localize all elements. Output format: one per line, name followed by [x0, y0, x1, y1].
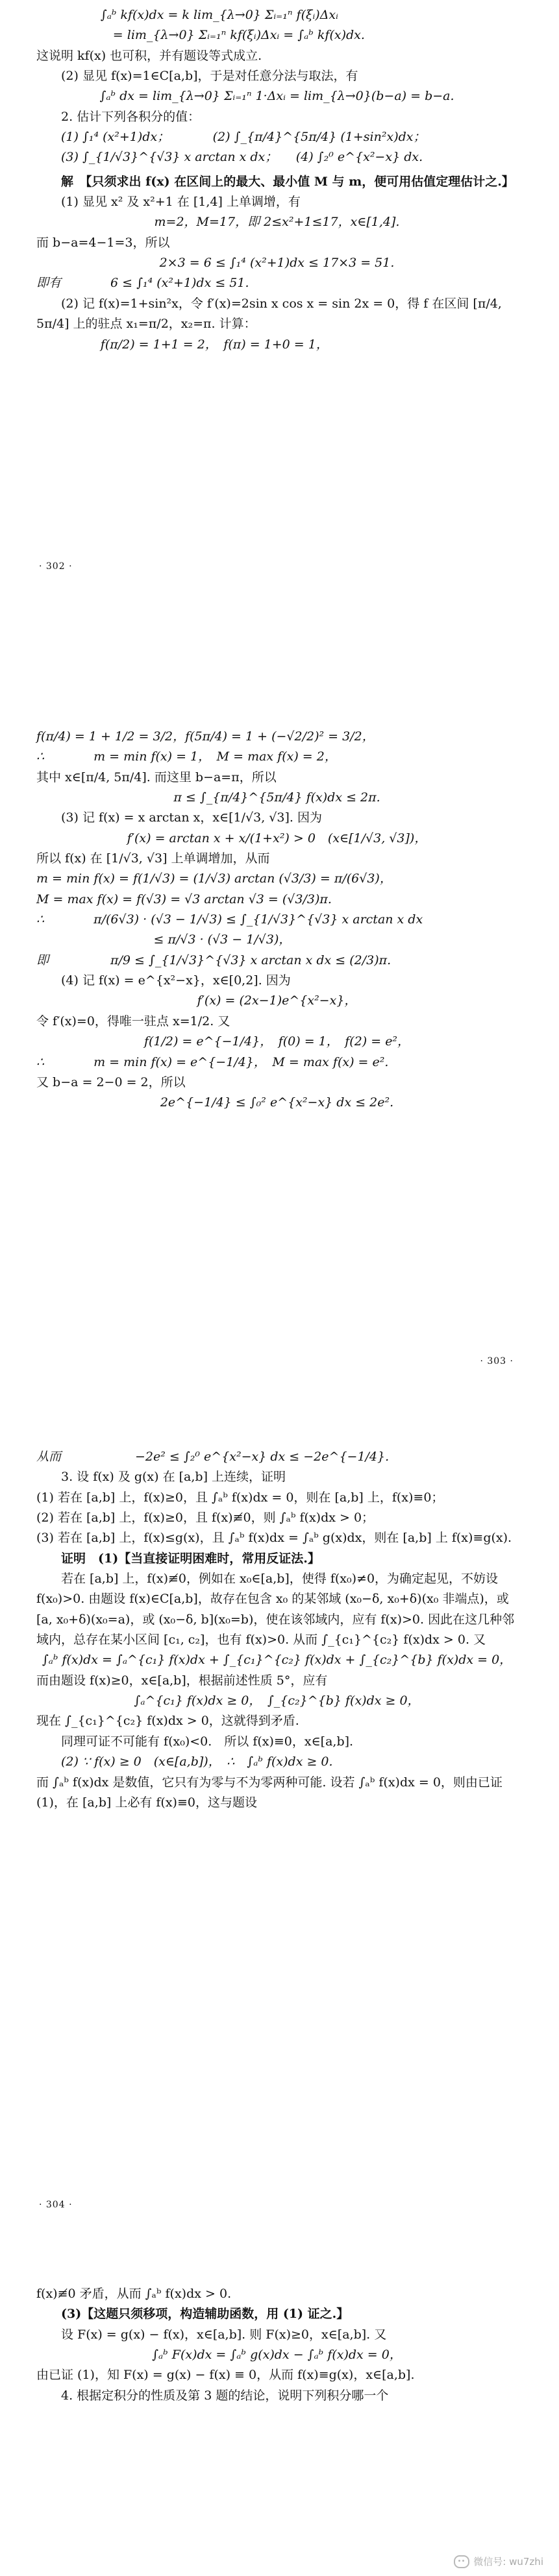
equation-line: m=2，M=17，即 2≤x²+1≤17，x∈[1,4].	[154, 215, 400, 230]
text-line: (4) 记 f(x) = e^{x²−x}，x∈[0,2]. 因为	[61, 973, 291, 988]
equation-line: 从而 −2e² ≤ ∫₂⁰ e^{x²−x} dx ≤ −2e^{−1/4}.	[36, 1450, 390, 1464]
text-line: 令 f′(x)=0，得唯一驻点 x=1/2. 又	[36, 1014, 230, 1028]
exercise-item: (2) 若在 [a,b] 上，f(x)≥0，且 f(x)≢0，则 ∫ₐᵇ f(x)dx > 0；	[36, 1511, 375, 1525]
solution-hint: 解 【只须求出 f(x) 在区间上的最大、最小值 M 与 m，便可用估值定理估计之.】	[61, 174, 514, 189]
wechat-icon	[454, 2555, 469, 2568]
watermark	[454, 2555, 543, 2568]
text-line: 而 b−a=4−1=3，所以	[36, 235, 170, 250]
equation-line: ∫ₐᵇ F(x)dx = ∫ₐᵇ g(x)dx − ∫ₐᵇ f(x)dx = 0，	[152, 2348, 402, 2363]
equation-line: f(π/2) = 1+1 = 2， f(π) = 1+0 = 1，	[100, 337, 329, 352]
equation-line: ∫ₐᵇ dx = lim_{λ→0} Σᵢ₌₁ⁿ 1·Δxᵢ = lim_{λ→0}(b−a) = b−a.	[99, 89, 454, 104]
equation-line: 即 π/9 ≤ ∫_{1/√3}^{√3} x arctan x dx ≤ (2/3)π.	[36, 953, 391, 967]
text-line: 设 F(x) = g(x) − f(x)，x∈[a,b]. 则 F(x)≥0，x∈[a,b]. 又	[61, 2327, 387, 2342]
equation-line: ≤ π/√3 · (√3 − 1/√3)，	[153, 932, 292, 947]
text-line: 同理可证不可能有 f(x₀)<0. 所以 f(x)≡0，x∈[a,b].	[61, 1734, 354, 1749]
text-line: (1) 显见 x² 及 x²+1 在 [1,4] 上单调增，有	[61, 195, 301, 210]
page-304	[0, 1447, 559, 2226]
text-line: (2) 显见 f(x)=1∈C[a,b]，于是对任意分法与取法，有	[61, 69, 358, 84]
equation-line: f′(x) = (2x−1)e^{x²−x}，	[197, 993, 357, 1008]
text-line: 所以 f(x) 在 [1/√3, √3] 上单调增加，从而	[36, 851, 270, 866]
text-line: 而由题设 f(x)≥0，x∈[a,b]，根据前述性质 5°，应有	[36, 1673, 328, 1688]
equation-line: π ≤ ∫_{π/4}^{5π/4} f(x)dx ≤ 2π.	[173, 790, 380, 805]
equation-line: ∴ m = min f(x) = 1， M = max f(x) = 2，	[36, 749, 337, 764]
exercise-item: (1) 若在 [a,b] 上，f(x)≥0，且 ∫ₐᵇ f(x)dx = 0，则在 [a,b] 上，f(x)≡0；	[36, 1490, 444, 1505]
exercise-item: (1) ∫₁⁴ (x²+1)dx； (2) ∫_{π/4}^{5π/4} (1+sin²x)dx；	[61, 130, 426, 145]
equation-line: 2×3 = 6 ≤ ∫₁⁴ (x²+1)dx ≤ 17×3 = 51.	[159, 256, 395, 271]
page-302	[0, 0, 559, 587]
equation-line: ∫ₐᵇ kf(x)dx = k lim_{λ→0} Σᵢ₌₁ⁿ f(ξᵢ)Δxᵢ	[100, 8, 338, 22]
watermark-text: 微信号: wu7zhi	[473, 2556, 543, 2568]
exercise-item: (3) ∫_{1/√3}^{√3} x arctan x dx； (4) ∫₂⁰ e^{x²−x} dx.	[61, 150, 423, 165]
equation-line: 即有 6 ≤ ∫₁⁴ (x²+1)dx ≤ 51.	[36, 276, 249, 291]
text-line: (3) 记 f(x) = x arctan x，x∈[1/√3, √3]. 因为	[61, 810, 322, 825]
proof-heading: (3)【这题只须移项，构造辅助函数，用 (1) 证之.】	[61, 2307, 349, 2322]
text-line: 现在 ∫_{c₁}^{c₂} f(x)dx > 0，这就得到矛盾.	[36, 1714, 299, 1729]
page-number: · 304 ·	[39, 2199, 73, 2210]
text-line: 这说明 kf(x) 也可积，并有题设等式成立.	[36, 48, 262, 63]
equation-line: f′(x) = arctan x + x/(1+x²) > 0 (x∈[1/√3, √3])，	[127, 831, 427, 845]
page-number: · 302 ·	[39, 561, 73, 572]
equation-line: ∫ₐ^{c₁} f(x)dx ≥ 0， ∫_{c₂}^{b} f(x)dx ≥ 0，	[134, 1694, 420, 1708]
text-line: 又 b−a = 2−0 = 2，所以	[36, 1075, 186, 1089]
page-number: · 303 ·	[480, 1355, 514, 1367]
proof-paragraph: 而 ∫ₐᵇ f(x)dx 是数值，它只有为零与不为零两种可能. 设若 ∫ₐᵇ f(x)dx = 0，则由已证 (1)，在 [a,b] 上必有 f(x)≡0，这与题设	[36, 1775, 503, 1810]
exercise-heading: 4. 根据定积分的性质及第 3 题的结论，说明下列积分哪一个	[61, 2388, 389, 2403]
exercise-heading: 3. 设 f(x) 及 g(x) 在 [a,b] 上连续，证明	[61, 1470, 286, 1485]
text-line: (2) 记 f(x)=1+sin²x，令 f′(x)=2sin x cos x = sin 2x = 0，得 f 在区间 [π/4, 5π/4] 上的驻点 x₁=π/2，x₂=π. 计算：	[36, 296, 502, 332]
equation-line: ∫ₐᵇ f(x)dx = ∫ₐ^{c₁} f(x)dx + ∫_{c₁}^{c₂} f(x)dx + ∫_{c₂}^{b} f(x)dx = 0，	[42, 1653, 512, 1668]
page-303	[0, 727, 559, 1382]
text-line: 由已证 (1)，知 F(x) = g(x) − f(x) ≡ 0，从而 f(x)≡g(x)，x∈[a,b].	[36, 2368, 415, 2383]
equation-line: ∴ π/(6√3) · (√3 − 1/√3) ≤ ∫_{1/√3}^{√3} x arctan x dx	[36, 912, 423, 927]
text-line: 其中 x∈[π/4, 5π/4]. 而这里 b−a=π，所以	[36, 770, 277, 784]
equation-line: m = min f(x) = f(1/√3) = (1/√3) arctan (√3/3) = π/(6√3)，	[36, 871, 392, 886]
equation-line: M = max f(x) = f(√3) = √3 arctan √3 = (√3/3)π.	[36, 892, 332, 906]
exercise-heading: 2. 估计下列各积分的值：	[61, 109, 201, 124]
equation-line: f(π/4) = 1 + 1/2 = 3/2，f(5π/4) = 1 + (−√2/2)² = 3/2，	[36, 729, 375, 744]
proof-heading: 证明 (1)【当直接证明困难时，常用反证法.】	[61, 1551, 320, 1566]
text-line: f(x)≢0 矛盾，从而 ∫ₐᵇ f(x)dx > 0.	[36, 2287, 232, 2301]
equation-line: 2e^{−1/4} ≤ ∫₀² e^{x²−x} dx ≤ 2e².	[160, 1095, 394, 1110]
equation-line: f(1/2) = e^{−1/4}， f(0) = 1， f(2) = e²，	[143, 1034, 410, 1049]
equation-line: ∴ m = min f(x) = e^{−1/4}， M = max f(x) = e².	[36, 1054, 389, 1069]
equation-line: (2) ∵ f(x) ≥ 0 (x∈[a,b])， ∴ ∫ₐᵇ f(x)dx ≥ 0.	[61, 1755, 333, 1769]
page-305	[0, 2284, 559, 2576]
exercise-item: (3) 若在 [a,b] 上，f(x)≤g(x)，且 ∫ₐᵇ f(x)dx = ∫ₐᵇ g(x)dx，则在 [a,b] 上 f(x)≡g(x).	[36, 1531, 512, 1546]
proof-paragraph: 若在 [a,b] 上，f(x)≢0，例如在 x₀∈[a,b]，使得 f(x₀)≠0，为确定起见，不妨设 f(x₀)>0. 由题设 f(x)∈C[a,b]，故存在包含 x₀ 的某邻域 (x₀−δ, x₀+δ)(x₀ 非端点)，或 [a, x₀+δ)(x₀=a)，或 (x₀−δ, b](x₀=b)，使在该邻域内，应有 f(x)>0. 因此在这几种邻域内，总存在某小区间 [c₁, c₂]，也有 f(x)>0. 从而 ∫_{c₁}^{c₂} f(x)dx > 0. 又	[36, 1572, 515, 1647]
equation-line: = lim_{λ→0} Σᵢ₌₁ⁿ kf(ξᵢ)Δxᵢ = ∫ₐᵇ kf(x)dx.	[112, 28, 365, 43]
